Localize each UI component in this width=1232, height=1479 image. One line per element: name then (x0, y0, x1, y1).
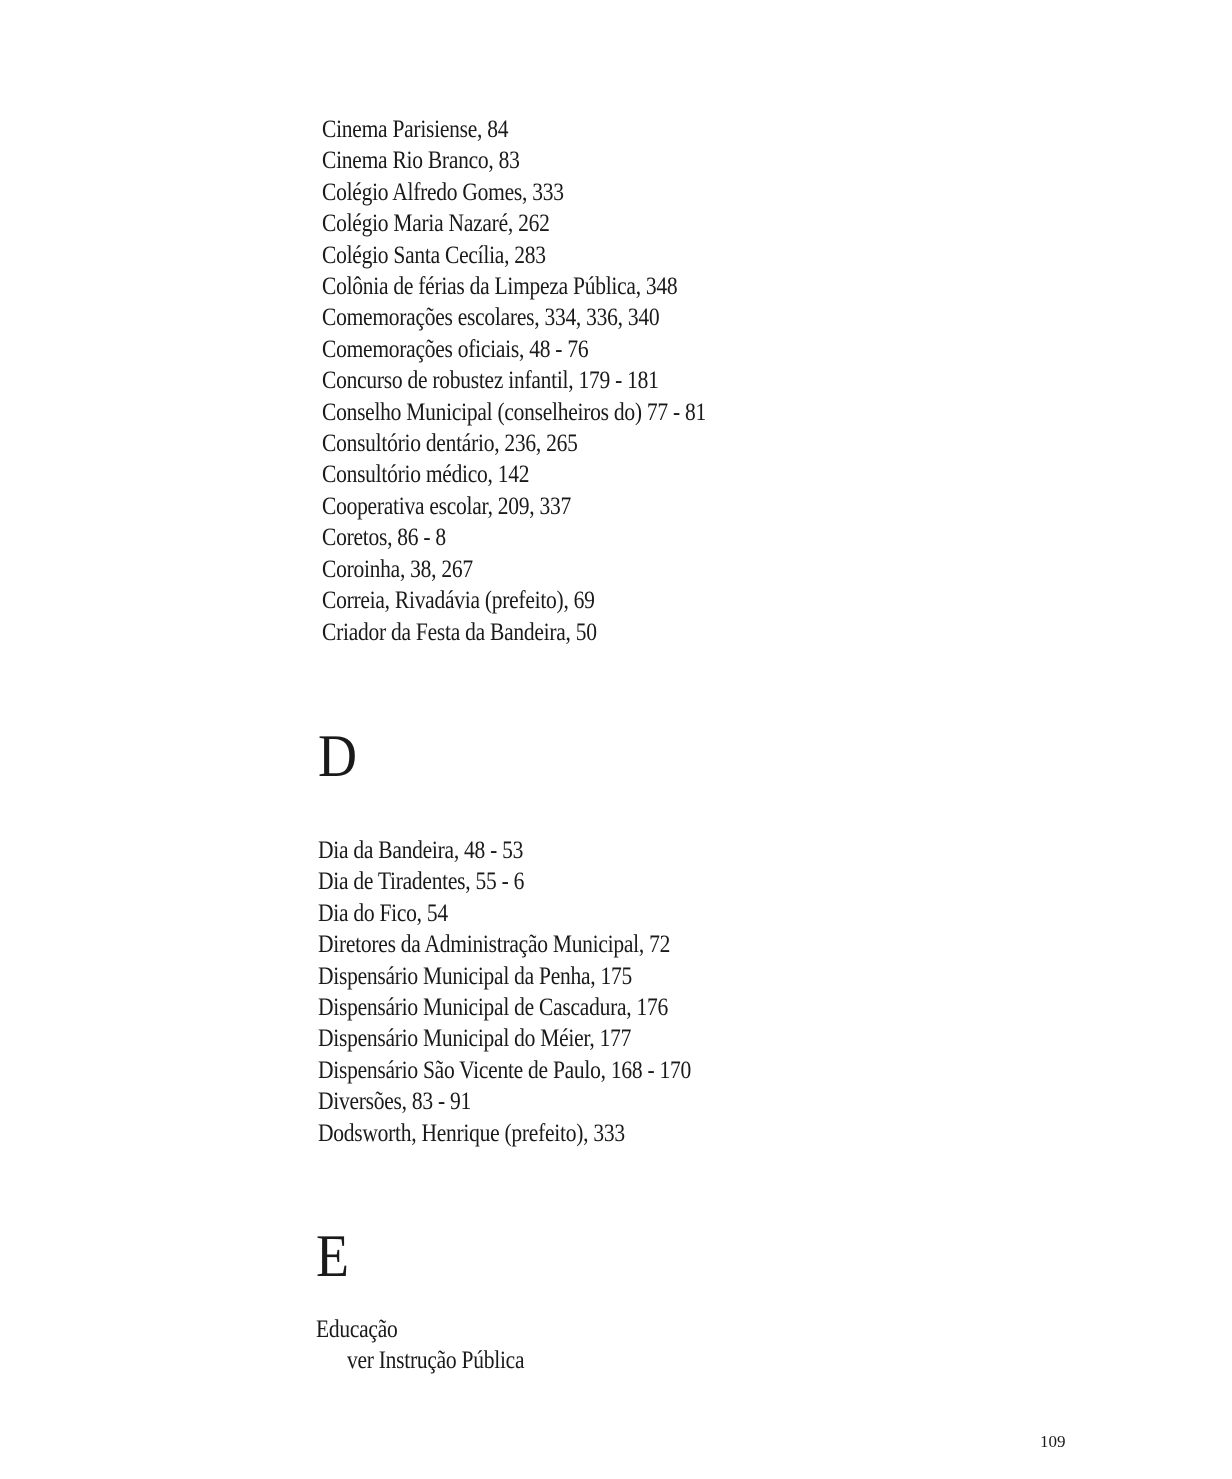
index-entry: Cinema Parisiense, 84 (322, 116, 509, 143)
index-entry: Dia de Tiradentes, 55 - 6 (318, 868, 525, 896)
index-entry: Comemorações oficiais, 48 - 76 (322, 335, 589, 363)
index-entry: Colônia de férias da Limpeza Pública, 348 (322, 273, 678, 301)
section-letter-e: E (316, 1223, 349, 1289)
index-sub-entry: ver Instrução Pública (346, 1347, 525, 1375)
index-section-c (322, 114, 768, 648)
index-section-d (318, 835, 752, 1149)
index-entry: Dispensário Municipal da Penha, 175 (318, 962, 633, 990)
index-entry: Criador da Festa da Bandeira, 50 (322, 618, 597, 646)
index-entry: Comemorações escolares, 334, 336, 340 (322, 304, 660, 332)
index-entry: Dispensário Municipal do Méier, 177 (318, 1025, 632, 1053)
index-entry: Dispensário Municipal de Cascadura, 176 (318, 994, 668, 1022)
index-entry: Dia da Bandeira, 48 - 53 (318, 837, 524, 864)
index-entry: Conselho Municipal (conselheiros do) 77 - 81 (322, 398, 706, 426)
index-entry: Diversões, 83 - 91 (318, 1088, 471, 1116)
index-entry: Cooperativa escolar, 209, 337 (322, 492, 571, 520)
index-entry: Dia do Fico, 54 (318, 899, 448, 927)
index-entry: Educação (316, 1316, 398, 1343)
section-letter-d: D (318, 723, 358, 789)
index-entry: Dodsworth, Henrique (prefeito), 333 (318, 1119, 625, 1147)
index-entry: Colégio Santa Cecília, 283 (322, 241, 546, 269)
index-entry: Correia, Rivadávia (prefeito), 69 (322, 587, 595, 615)
index-entry: Concurso de robustez infantil, 179 - 181 (322, 367, 659, 395)
index-entry: Colégio Alfredo Gomes, 333 (322, 178, 564, 206)
index-entry: Dispensário São Vicente de Paulo, 168 - 170 (318, 1056, 691, 1084)
index-entry: Diretores da Administração Municipal, 72 (318, 931, 671, 959)
index-entry: Coretos, 86 - 8 (322, 524, 446, 552)
page-number: 109 (1040, 1432, 1066, 1451)
index-entry: Cinema Rio Branco, 83 (322, 147, 520, 175)
index-entry: Consultório dentário, 236, 265 (322, 430, 578, 458)
index-entry: Consultório médico, 142 (322, 461, 530, 489)
index-entry: Coroinha, 38, 267 (322, 555, 473, 583)
index-section-e (316, 1314, 558, 1377)
index-entry: Colégio Maria Nazaré, 262 (322, 210, 550, 238)
